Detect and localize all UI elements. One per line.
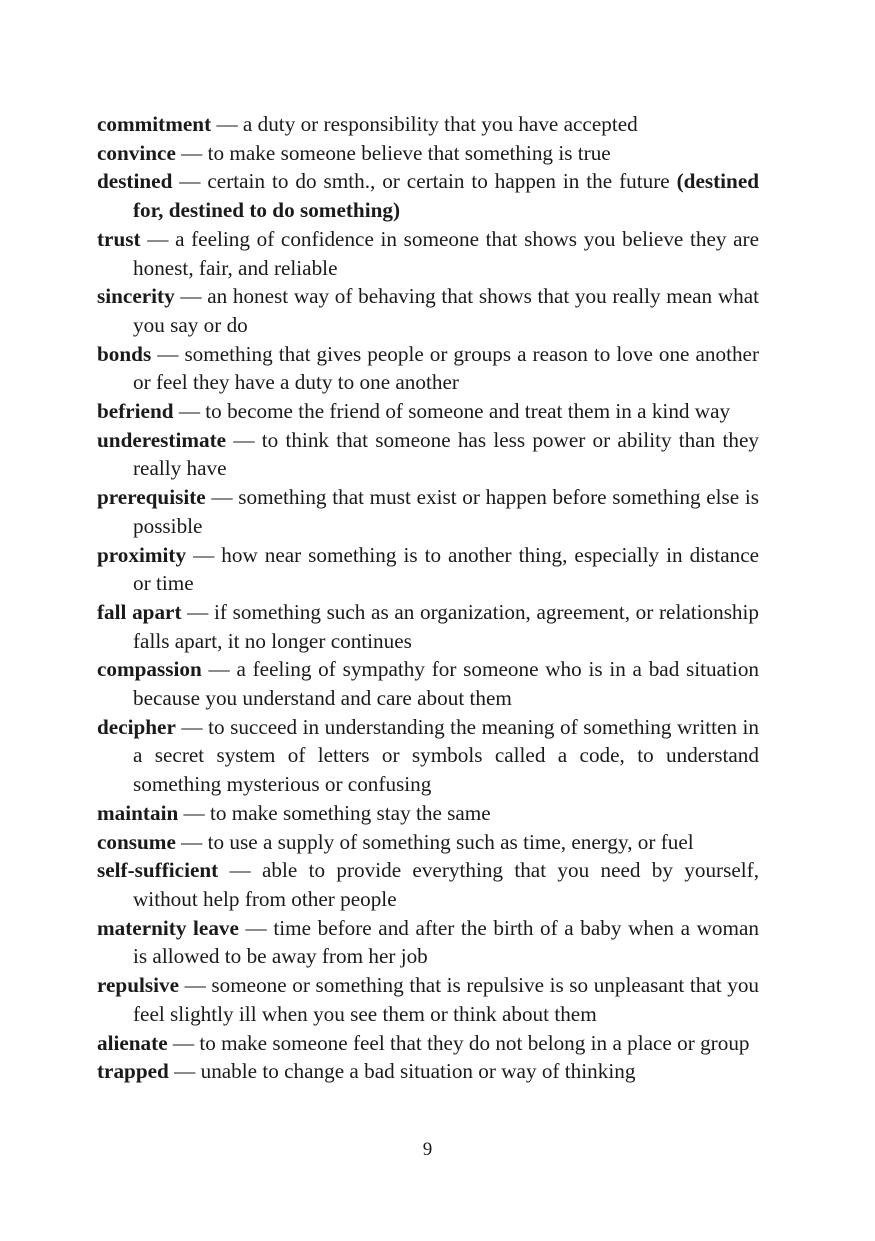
entry-term: alienate	[97, 1030, 168, 1055]
entry-dash: —	[151, 341, 185, 366]
entry-term: fall apart	[97, 599, 182, 624]
glossary-entry	[97, 856, 759, 913]
entry-dash: —	[174, 284, 208, 309]
glossary-entry	[97, 713, 759, 799]
glossary-entry	[97, 799, 759, 828]
entry-dash: —	[140, 226, 176, 251]
entry-dash: —	[168, 1059, 201, 1084]
entry-term: maternity leave	[97, 915, 239, 940]
entry-term: underestimate	[97, 427, 227, 452]
entry-usage-note: (destined for, destined to do something)	[133, 169, 760, 223]
page-number: 9	[422, 1139, 433, 1160]
entry-definition: someone or something that is repulsive is so unpleasant that you feel slightly ill when you see them or think about them	[133, 973, 760, 1026]
glossary-entry	[97, 167, 759, 224]
entry-dash: —	[178, 800, 211, 825]
glossary-entry	[97, 598, 759, 655]
glossary-entry	[97, 110, 759, 139]
entry-term: decipher	[97, 714, 176, 739]
entry-term: sincerity	[97, 284, 175, 309]
entry-term: prerequisite	[97, 485, 206, 510]
glossary-entry	[97, 483, 759, 540]
entry-definition: to become the friend of someone and treat them in a kind way	[205, 399, 731, 424]
entry-dash: —	[167, 1030, 200, 1055]
entry-term: trust	[97, 226, 141, 251]
entry-definition: how near something is to another thing, especially in distance or time	[133, 542, 759, 596]
glossary-entry	[97, 971, 759, 1028]
entry-definition: certain to do smth., or certain to happen in the future	[207, 169, 670, 194]
entry-term: consume	[97, 829, 176, 854]
glossary-entry	[97, 397, 759, 426]
entry-dash: —	[186, 542, 222, 567]
entry-term: trapped	[97, 1059, 169, 1084]
entry-definition: a duty or responsibility that you have accepted	[242, 112, 638, 136]
entry-dash: —	[175, 714, 209, 739]
glossary-entry	[97, 541, 759, 598]
glossary-entry	[97, 1029, 759, 1058]
entry-definition: a feeling of confidence in someone that shows you believe they are honest, fair, and reliable	[133, 226, 759, 280]
glossary-entry	[97, 914, 759, 971]
entry-dash: —	[173, 399, 206, 424]
entry-dash: —	[238, 915, 274, 940]
entry-term: repulsive	[97, 973, 180, 998]
entry-term: maintain	[97, 800, 179, 825]
entry-definition: to make someone believe that something is true	[207, 140, 611, 165]
entry-term: destined	[97, 169, 173, 194]
entry-definition: to succeed in understanding the meaning of something written in a secret system of letters or symbols called a code, to understand something mysterious or confusing	[133, 714, 760, 797]
entry-definition: a feeling of sympathy for someone who is in a bad situation because you understand and care about them	[133, 657, 760, 711]
entry-definition: to make someone feel that they do not belong in a place or group	[199, 1030, 750, 1055]
entry-term: commitment	[97, 112, 212, 136]
glossary-entry	[97, 282, 759, 339]
entry-dash: —	[172, 169, 208, 194]
entry-definition: unable to change a bad situation or way of thinking	[200, 1059, 636, 1084]
glossary-list	[97, 110, 759, 1086]
entry-definition: to think that someone has less power or ability than they really have	[133, 427, 759, 481]
entry-term: compassion	[97, 657, 202, 682]
glossary-entry	[97, 655, 759, 712]
entry-dash: —	[205, 485, 239, 510]
entry-definition: something that must exist or happen before something else is possible	[133, 485, 759, 538]
entry-term: befriend	[97, 399, 174, 424]
glossary-entry	[97, 1057, 759, 1086]
glossary-entry	[97, 340, 759, 397]
glossary-entry	[97, 828, 759, 857]
glossary-entry	[97, 426, 759, 483]
entry-dash: —	[201, 657, 237, 682]
entry-dash: —	[175, 829, 208, 854]
entry-term: convince	[97, 140, 176, 165]
entry-definition: to use a supply of something such as time, energy, or fuel	[207, 829, 694, 854]
glossary-entry	[97, 225, 759, 282]
entry-dash: —	[181, 599, 215, 624]
entry-definition: an honest way of behaving that shows that you really mean what you say or do	[133, 284, 759, 337]
entry-term: proximity	[97, 542, 187, 567]
entry-dash: —	[218, 858, 263, 883]
glossary-entry	[97, 139, 759, 168]
entry-definition: to make something stay the same	[210, 800, 491, 825]
entry-dash: —	[226, 427, 262, 452]
entry-dash: —	[211, 112, 243, 136]
entry-term: bonds	[97, 341, 152, 366]
entry-dash: —	[175, 140, 208, 165]
entry-definition: if something such as an organization, agreement, or relationship falls apart, it no longer continues	[133, 599, 760, 653]
entry-dash: —	[179, 973, 212, 998]
entry-definition: time before and after the birth of a baby when a woman is allowed to be away from her job	[133, 915, 759, 969]
entry-definition: something that gives people or groups a reason to love one another or feel they have a duty to one another	[133, 341, 760, 395]
entry-definition: able to provide everything that you need by yourself, without help from other people	[133, 858, 759, 911]
entry-term: self-sufficient	[97, 858, 219, 883]
